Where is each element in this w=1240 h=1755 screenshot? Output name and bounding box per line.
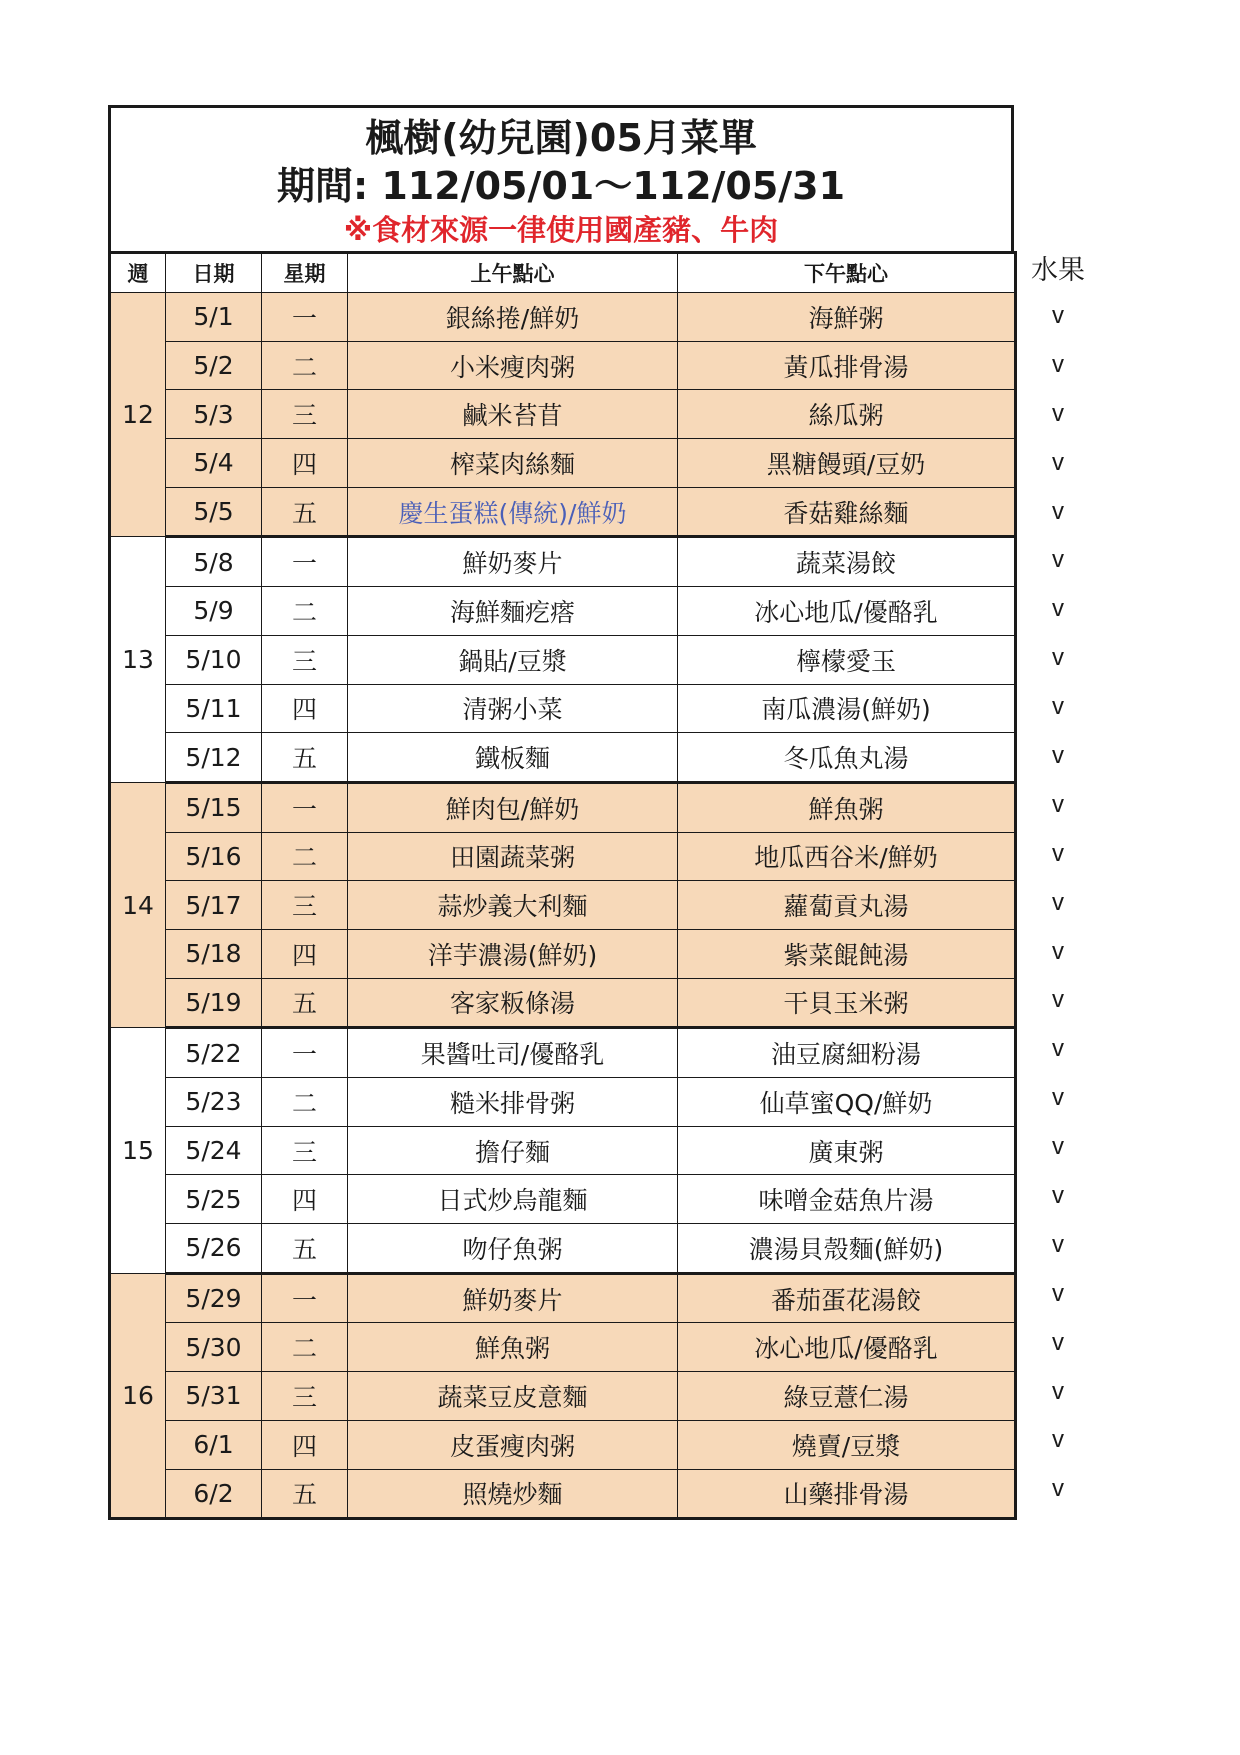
weekday-cell: 一 xyxy=(262,537,348,587)
fruit-check: v xyxy=(1052,1133,1064,1161)
pm-snack-cell: 海鮮粥 xyxy=(678,293,1016,342)
header-row xyxy=(110,253,1016,293)
menu-row xyxy=(110,832,1016,881)
fruit-check: v xyxy=(1052,1426,1064,1454)
menu-row xyxy=(110,1175,1016,1224)
weekday-cell: 三 xyxy=(262,881,348,930)
am-snack-cell: 洋芋濃湯(鮮奶) xyxy=(348,929,678,978)
date-cell: 5/18 xyxy=(166,929,262,978)
date-cell: 5/2 xyxy=(166,341,262,390)
pm-snack-cell: 蔬菜湯餃 xyxy=(678,537,1016,587)
menu-row xyxy=(110,587,1016,636)
am-snack-cell: 吻仔魚粥 xyxy=(348,1224,678,1274)
weekday-cell: 二 xyxy=(262,832,348,881)
fruit-check: v xyxy=(1052,693,1064,721)
date-cell: 5/24 xyxy=(166,1126,262,1175)
weekday-cell: 三 xyxy=(262,1126,348,1175)
am-snack-cell: 清粥小菜 xyxy=(348,684,678,733)
date-cell: 5/12 xyxy=(166,733,262,783)
fruit-check: v xyxy=(1052,399,1064,427)
pm-snack-cell: 檸檬愛玉 xyxy=(678,635,1016,684)
fruit-check: v xyxy=(1052,742,1064,770)
pm-snack-cell: 黃瓜排骨湯 xyxy=(678,341,1016,390)
header-week: 週 xyxy=(110,253,166,293)
menu-row xyxy=(110,439,1016,488)
am-snack-cell: 果醬吐司/優酪乳 xyxy=(348,1028,678,1078)
fruit-column xyxy=(1018,250,1098,1514)
date-cell: 5/15 xyxy=(166,782,262,832)
pm-snack-cell: 干貝玉米粥 xyxy=(678,978,1016,1028)
week-number: 13 xyxy=(110,537,166,782)
date-cell: 5/30 xyxy=(166,1323,262,1372)
header-dow: 星期 xyxy=(262,253,348,293)
fruit-check: v xyxy=(1052,1328,1064,1356)
fruit-check: v xyxy=(1052,497,1064,525)
pm-snack-cell: 仙草蜜QQ/鮮奶 xyxy=(678,1078,1016,1127)
pm-snack-cell: 冬瓜魚丸湯 xyxy=(678,733,1016,783)
menu-row xyxy=(110,293,1016,342)
pm-snack-cell: 番茄蛋花湯餃 xyxy=(678,1273,1016,1323)
date-cell: 5/5 xyxy=(166,487,262,537)
fruit-check: v xyxy=(1052,644,1064,672)
am-snack-cell: 照燒炒麵 xyxy=(348,1469,678,1519)
weekday-cell: 二 xyxy=(262,1323,348,1372)
weekday-cell: 五 xyxy=(262,978,348,1028)
menu-row xyxy=(110,684,1016,733)
pm-snack-cell: 蘿蔔貢丸湯 xyxy=(678,881,1016,930)
am-snack-cell: 田園蔬菜粥 xyxy=(348,832,678,881)
menu-sheet xyxy=(108,105,1014,1520)
weekday-cell: 四 xyxy=(262,684,348,733)
weekday-cell: 三 xyxy=(262,635,348,684)
ingredient-notice: ※食材來源一律使用國產豬、牛肉 xyxy=(343,213,779,247)
weekday-cell: 二 xyxy=(262,341,348,390)
menu-row xyxy=(110,635,1016,684)
am-snack-cell: 銀絲捲/鮮奶 xyxy=(348,293,678,342)
menu-row xyxy=(110,341,1016,390)
menu-row xyxy=(110,1028,1016,1078)
pm-snack-cell: 冰心地瓜/優酪乳 xyxy=(678,1323,1016,1372)
menu-row xyxy=(110,733,1016,783)
menu-row xyxy=(110,929,1016,978)
fruit-check: v xyxy=(1052,350,1064,378)
weekday-cell: 三 xyxy=(262,390,348,439)
am-snack-cell: 客家粄條湯 xyxy=(348,978,678,1028)
am-snack-cell: 皮蛋瘦肉粥 xyxy=(348,1420,678,1469)
pm-snack-cell: 地瓜西谷米/鮮奶 xyxy=(678,832,1016,881)
am-snack-cell: 小米瘦肉粥 xyxy=(348,341,678,390)
weekday-cell: 二 xyxy=(262,587,348,636)
date-cell: 5/31 xyxy=(166,1372,262,1421)
am-snack-cell: 鹹米苔苜 xyxy=(348,390,678,439)
menu-row xyxy=(110,978,1016,1028)
pm-snack-cell: 香菇雞絲麵 xyxy=(678,487,1016,537)
weekday-cell: 五 xyxy=(262,733,348,783)
menu-period: 期間: 112/05/01～112/05/31 xyxy=(276,164,846,208)
week-number: 14 xyxy=(110,782,166,1027)
fruit-check: v xyxy=(1052,937,1064,965)
pm-snack-cell: 綠豆薏仁湯 xyxy=(678,1372,1016,1421)
weekday-cell: 三 xyxy=(262,1372,348,1421)
am-snack-cell: 擔仔麵 xyxy=(348,1126,678,1175)
menu-row xyxy=(110,537,1016,587)
header-date: 日期 xyxy=(166,253,262,293)
fruit-check: v xyxy=(1052,839,1064,867)
fruit-check: v xyxy=(1052,790,1064,818)
date-cell: 5/17 xyxy=(166,881,262,930)
menu-row xyxy=(110,881,1016,930)
date-cell: 5/23 xyxy=(166,1078,262,1127)
weekday-cell: 五 xyxy=(262,487,348,537)
menu-table xyxy=(108,251,1017,1520)
pm-snack-cell: 濃湯貝殼麵(鮮奶) xyxy=(678,1224,1016,1274)
date-cell: 5/29 xyxy=(166,1273,262,1323)
fruit-check: v xyxy=(1052,546,1064,574)
menu-row xyxy=(110,1126,1016,1175)
date-cell: 6/1 xyxy=(166,1420,262,1469)
menu-row xyxy=(110,782,1016,832)
weekday-cell: 一 xyxy=(262,1273,348,1323)
fruit-check: v xyxy=(1052,595,1064,623)
pm-snack-cell: 味噌金菇魚片湯 xyxy=(678,1175,1016,1224)
menu-row xyxy=(110,1469,1016,1519)
date-cell: 5/3 xyxy=(166,390,262,439)
fruit-check: v xyxy=(1052,986,1064,1014)
am-snack-cell: 糙米排骨粥 xyxy=(348,1078,678,1127)
am-snack-cell: 鮮魚粥 xyxy=(348,1323,678,1372)
date-cell: 5/19 xyxy=(166,978,262,1028)
menu-row xyxy=(110,1372,1016,1421)
menu-title: 楓樹(幼兒園)05月菜單 xyxy=(365,116,757,160)
am-snack-cell: 榨菜肉絲麵 xyxy=(348,439,678,488)
pm-snack-cell: 鮮魚粥 xyxy=(678,782,1016,832)
date-cell: 5/11 xyxy=(166,684,262,733)
pm-snack-cell: 山藥排骨湯 xyxy=(678,1469,1016,1519)
weekday-cell: 四 xyxy=(262,1420,348,1469)
date-cell: 5/1 xyxy=(166,293,262,342)
fruit-check: v xyxy=(1052,888,1064,916)
fruit-check: v xyxy=(1052,1035,1064,1063)
header-fruit: 水果 xyxy=(1031,255,1085,286)
am-snack-cell: 日式炒烏龍麵 xyxy=(348,1175,678,1224)
week-number: 12 xyxy=(110,293,166,537)
am-snack-cell: 鍋貼/豆漿 xyxy=(348,635,678,684)
menu-body xyxy=(110,293,1016,1519)
fruit-check: v xyxy=(1052,1182,1064,1210)
am-snack-cell: 蒜炒義大利麵 xyxy=(348,881,678,930)
date-cell: 5/10 xyxy=(166,635,262,684)
menu-row xyxy=(110,1420,1016,1469)
weekday-cell: 五 xyxy=(262,1224,348,1274)
week-number: 16 xyxy=(110,1273,166,1518)
date-cell: 5/8 xyxy=(166,537,262,587)
date-cell: 5/26 xyxy=(166,1224,262,1274)
date-cell: 5/25 xyxy=(166,1175,262,1224)
am-snack-cell: 鮮奶麥片 xyxy=(348,537,678,587)
weekday-cell: 四 xyxy=(262,1175,348,1224)
fruit-check: v xyxy=(1052,1475,1064,1503)
fruit-check: v xyxy=(1052,302,1064,329)
fruit-check: v xyxy=(1052,1230,1064,1258)
date-cell: 5/4 xyxy=(166,439,262,488)
pm-snack-cell: 廣東粥 xyxy=(678,1126,1016,1175)
header-am-snack: 上午點心 xyxy=(348,253,678,293)
fruit-check: v xyxy=(1052,448,1064,476)
fruit-check: v xyxy=(1052,1279,1064,1307)
weekday-cell: 一 xyxy=(262,293,348,342)
date-cell: 6/2 xyxy=(166,1469,262,1519)
pm-snack-cell: 紫菜餛飩湯 xyxy=(678,929,1016,978)
week-number: 15 xyxy=(110,1028,166,1273)
fruit-check: v xyxy=(1052,1084,1064,1112)
pm-snack-cell: 絲瓜粥 xyxy=(678,390,1016,439)
am-snack-cell: 蔬菜豆皮意麵 xyxy=(348,1372,678,1421)
am-snack-cell: 慶生蛋糕(傳統)/鮮奶 xyxy=(348,487,678,537)
menu-row xyxy=(110,1323,1016,1372)
am-snack-cell: 海鮮麵疙瘩 xyxy=(348,587,678,636)
weekday-cell: 四 xyxy=(262,439,348,488)
pm-snack-cell: 南瓜濃湯(鮮奶) xyxy=(678,684,1016,733)
weekday-cell: 二 xyxy=(262,1078,348,1127)
pm-snack-cell: 冰心地瓜/優酪乳 xyxy=(678,587,1016,636)
menu-row xyxy=(110,390,1016,439)
weekday-cell: 五 xyxy=(262,1469,348,1519)
fruit-check: v xyxy=(1052,1377,1064,1405)
date-cell: 5/9 xyxy=(166,587,262,636)
title-box xyxy=(108,105,1014,251)
fruit-marks xyxy=(1018,292,1098,1514)
date-cell: 5/22 xyxy=(166,1028,262,1078)
date-cell: 5/16 xyxy=(166,832,262,881)
am-snack-cell: 鐵板麵 xyxy=(348,733,678,783)
weekday-cell: 一 xyxy=(262,1028,348,1078)
menu-row xyxy=(110,1078,1016,1127)
am-snack-cell: 鮮奶麥片 xyxy=(348,1273,678,1323)
menu-row xyxy=(110,1273,1016,1323)
pm-snack-cell: 油豆腐細粉湯 xyxy=(678,1028,1016,1078)
pm-snack-cell: 黑糖饅頭/豆奶 xyxy=(678,439,1016,488)
weekday-cell: 四 xyxy=(262,929,348,978)
am-snack-cell: 鮮肉包/鮮奶 xyxy=(348,782,678,832)
pm-snack-cell: 燒賣/豆漿 xyxy=(678,1420,1016,1469)
menu-row xyxy=(110,487,1016,537)
header-pm-snack: 下午點心 xyxy=(678,253,1016,293)
weekday-cell: 一 xyxy=(262,782,348,832)
menu-row xyxy=(110,1224,1016,1274)
